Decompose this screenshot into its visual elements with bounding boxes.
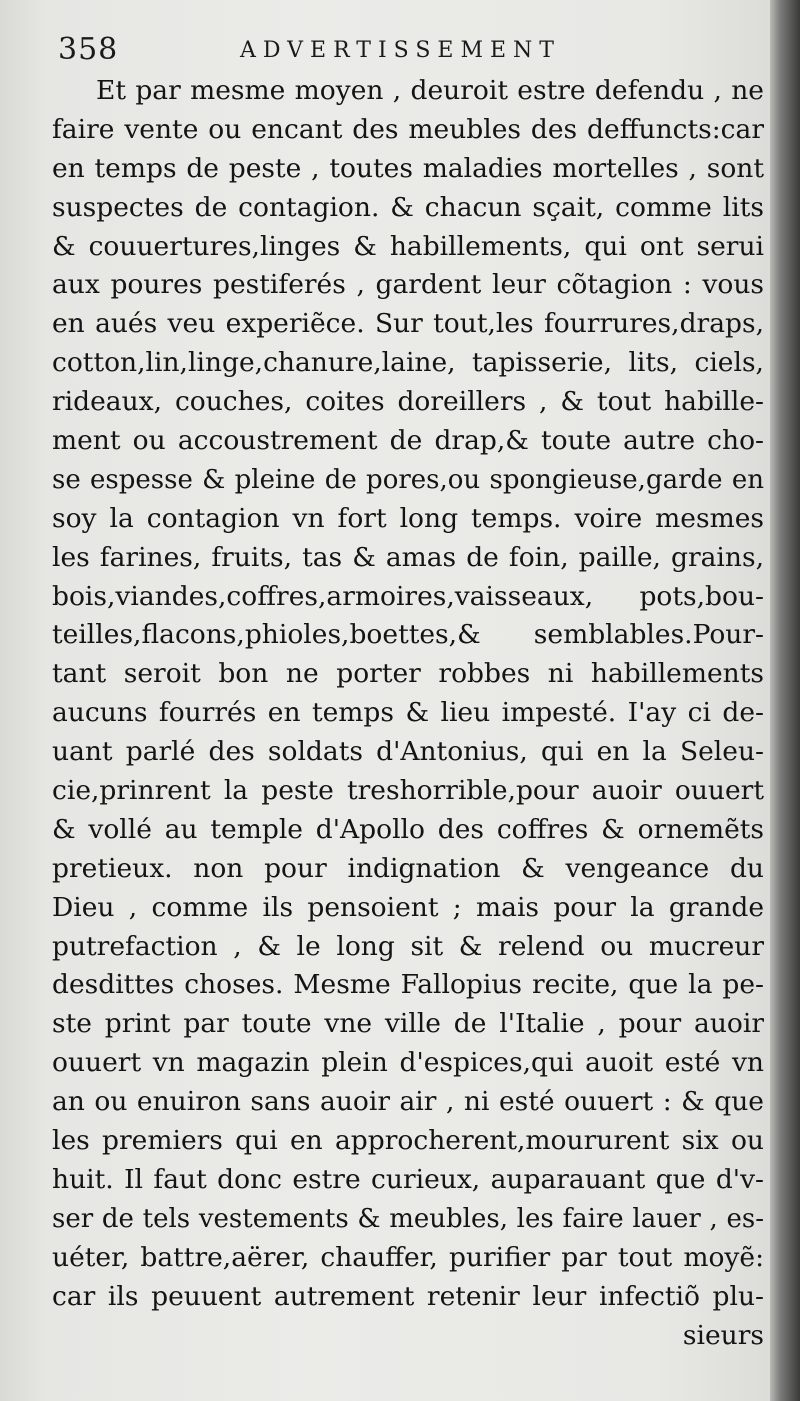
text-line: ste print par toute vne ville de l'Italie , pour auoir xyxy=(52,1008,764,1040)
text-line: suspectes de contagion. & chacun sçait, comme lits xyxy=(52,191,764,223)
text-line: cotton,lin,linge,chanure,laine, tapisserie, lits, ciels, xyxy=(52,347,764,379)
text-line: putrefaction , & le long sit & relend ou mucreur xyxy=(52,930,764,962)
page-edge-shadow xyxy=(770,0,800,1401)
text-line: ment ou accoustrement de drap,& toute autre cho- xyxy=(52,425,764,457)
text-line: soy la contagion vn fort long temps. voire mesmes xyxy=(52,502,764,534)
text-line: & couuertures,linges & habillements, qui ont serui xyxy=(52,230,764,262)
text-line: ouuert vn magazin plein d'espices,qui auoit esté vn xyxy=(52,1047,764,1079)
text-line: en temps de peste , toutes maladies mortelles , sont xyxy=(52,152,764,184)
text-line: tant seroit bon ne porter robbes ni habillements xyxy=(52,658,764,690)
text-line: les farines, fruits, tas & amas de foin, paille, grains, xyxy=(52,541,764,573)
catchword: sieurs xyxy=(682,1319,764,1351)
text-line: en aués veu experiẽce. Sur tout,les fourrures,draps, xyxy=(52,308,764,340)
page-header xyxy=(58,30,758,70)
text-line: uéter, battre,aërer, chauffer, purifier par tout moyẽ: xyxy=(52,1241,764,1273)
page-number: 358 xyxy=(58,32,119,67)
text-line: Et par mesme moyen , deuroit estre defendu , ne xyxy=(96,75,764,106)
text-line: les premiers qui en approcherent,moururent six ou xyxy=(52,1125,764,1157)
text-line: an ou enuiron sans auoir air , ni esté ouuert : & que xyxy=(52,1086,764,1118)
text-line: pretieux. non pour indignation & vengeance du xyxy=(52,852,764,884)
text-line: faire vente ou encant des meubles des deffuncts:car xyxy=(52,113,764,145)
text-line: Dieu , comme ils pensoient ; mais pour la grande xyxy=(52,891,764,923)
text-line: car ils peuuent autrement retenir leur infectiõ plu- xyxy=(52,1280,764,1312)
text-line: se espesse & pleine de pores,ou spongieuse,garde en xyxy=(52,464,764,495)
running-head: ADVERTISSEMENT xyxy=(240,38,561,63)
text-line: teilles,flacons,phioles,boettes,& semblables.Pour- xyxy=(52,619,764,651)
text-line: uant parlé des soldats d'Antonius, qui en la Seleu- xyxy=(52,736,764,768)
text-line: rideaux, couches, coites doreillers , & tout habille- xyxy=(52,386,764,418)
body-text xyxy=(52,72,764,1355)
text-line: desdittes choses. Mesme Fallopius recite, que la pe- xyxy=(52,969,764,1001)
text-line: aux poures pestiferés , gardent leur cõtagion : vous xyxy=(52,269,764,301)
text-line: huit. Il faut donc estre curieux, auparauant que d'v- xyxy=(52,1163,764,1195)
text-line: ser de tels vestements & meubles, les faire lauer , es- xyxy=(52,1203,764,1234)
text-line: aucuns fourrés en temps & lieu impesté. I'ay ci de- xyxy=(52,697,764,729)
text-line: cie,prinrent la peste treshorrible,pour auoir ouuert xyxy=(52,775,764,807)
text-line: & vollé au temple d'Apollo des coffres & ornemẽts xyxy=(52,813,764,845)
text-line: bois,viandes,coffres,armoires,vaisseaux, pots,bou- xyxy=(52,580,764,612)
